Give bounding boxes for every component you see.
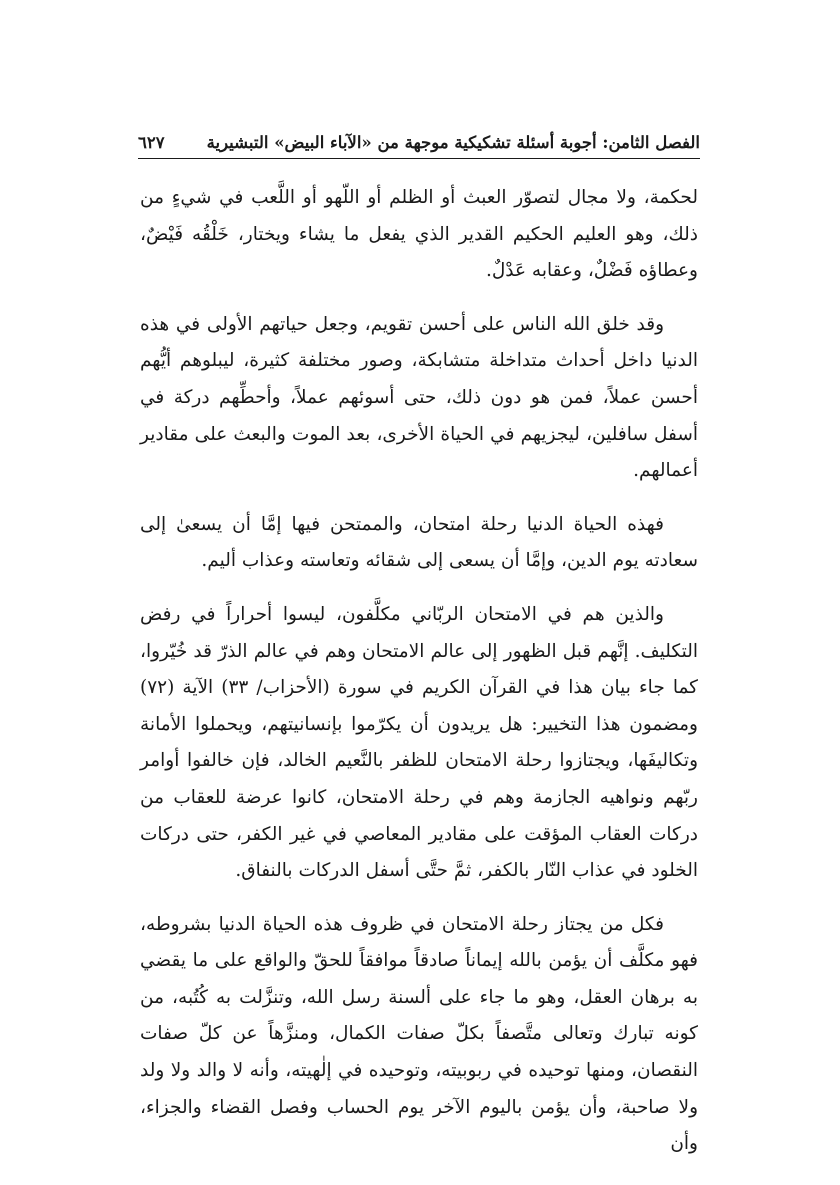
chapter-title: الفصل الثامن: أجوبة أسئلة تشكيكية موجهة من «الآباء البيض» التبشيرية (206, 132, 700, 152)
paragraph-1: لحكمة، ولا مجال لتصوّر العبث أو الظلم أو اللّهو أو اللَّعب في شيءٍ من ذلك، وهو العليم الحكيم القدير الذي يفعل ما يشاء ويختار، خَلْقُه فَيْضٌ، وعطاؤه فَضْلٌ، وعقابه عَدْلٌ. (140, 187, 698, 282)
paragraph-3: فهذه الحياة الدنيا رحلة امتحان، والممتحن فيها إمَّا أن يسعىٰ إلى سعادته يوم الدين، وإمَّا أن يسعى إلى شقائه وتعاسته وعذاب أليم. (140, 513, 698, 572)
running-header (138, 128, 700, 156)
paragraph-5: فكل من يجتاز رحلة الامتحان في ظروف هذه الحياة الدنيا بشروطه، فهو مكلَّف أن يؤمن بالله إيماناً صادقاً موافقاً للحقّ والواقع على ما يقضي به برهان العقل، وهو ما جاء على ألسنة رسل الله، وتنزَّلت به كُتُبه، من كونه تبارك وتعالى متَّصفاً بكلّ صفات الكمال، ومنزَّهاً عن كلّ صفات النقصان، ومنها توحيده في ربوبيته، وتوحيده في إلٰهيته، وأنه لا والد ولا ولد ولا صاحبة، وأن يؤمن باليوم الآخر يوم الحساب وفصل القضاء والجزاء، وأن (140, 913, 698, 1155)
page-number: ٦٢٧ (138, 132, 165, 152)
page-body (140, 180, 698, 1163)
paragraph-2: وقد خلق الله الناس على أحسن تقويم، وجعل حياتهم الأولى في هذه الدنيا داخل أحداث متداخلة متشابكة، وصور مختلفة كثيرة، ليبلوهم أيُّهم أحسن عملاً، فمن هو دون ذلك، حتى أسوئهم عملاً، وأحطِّهم دركة في أسفل سافلين، ليجزيهم في الحياة الأخرى، بعد الموت والبعث على مقادير أعمالهم. (140, 313, 698, 482)
paragraph-4: والذين هم في الامتحان الربّاني مكلَّفون، ليسوا أحراراً في رفض التكليف. إنَّهم قبل الظهور إلى عالم الامتحان وهم في عالم الذرّ قد خُيّروا، كما جاء بيان هذا في القرآن الكريم في سورة (الأحزاب/ ٣٣) الآية (٧٢) ومضمون هذا التخيير: هل يريدون أن يكرّموا بإنسانيتهم، ويحملوا الأمانة وتكاليفَها، ويجتازوا رحلة الامتحان للظفر بالنَّعيم الخالد، فإن خالفوا أوامر ربّهم ونواهيه الجازمة وهم في رحلة الامتحان، كانوا عرضة للعقاب من دركات العقاب المؤقت على مقادير المعاصي في غير الكفر، حتى دركات الخلود في عذاب النّار بالكفر، ثمَّ حتَّى أسفل الدركات بالنفاق. (140, 603, 698, 882)
header-rule (138, 158, 700, 159)
